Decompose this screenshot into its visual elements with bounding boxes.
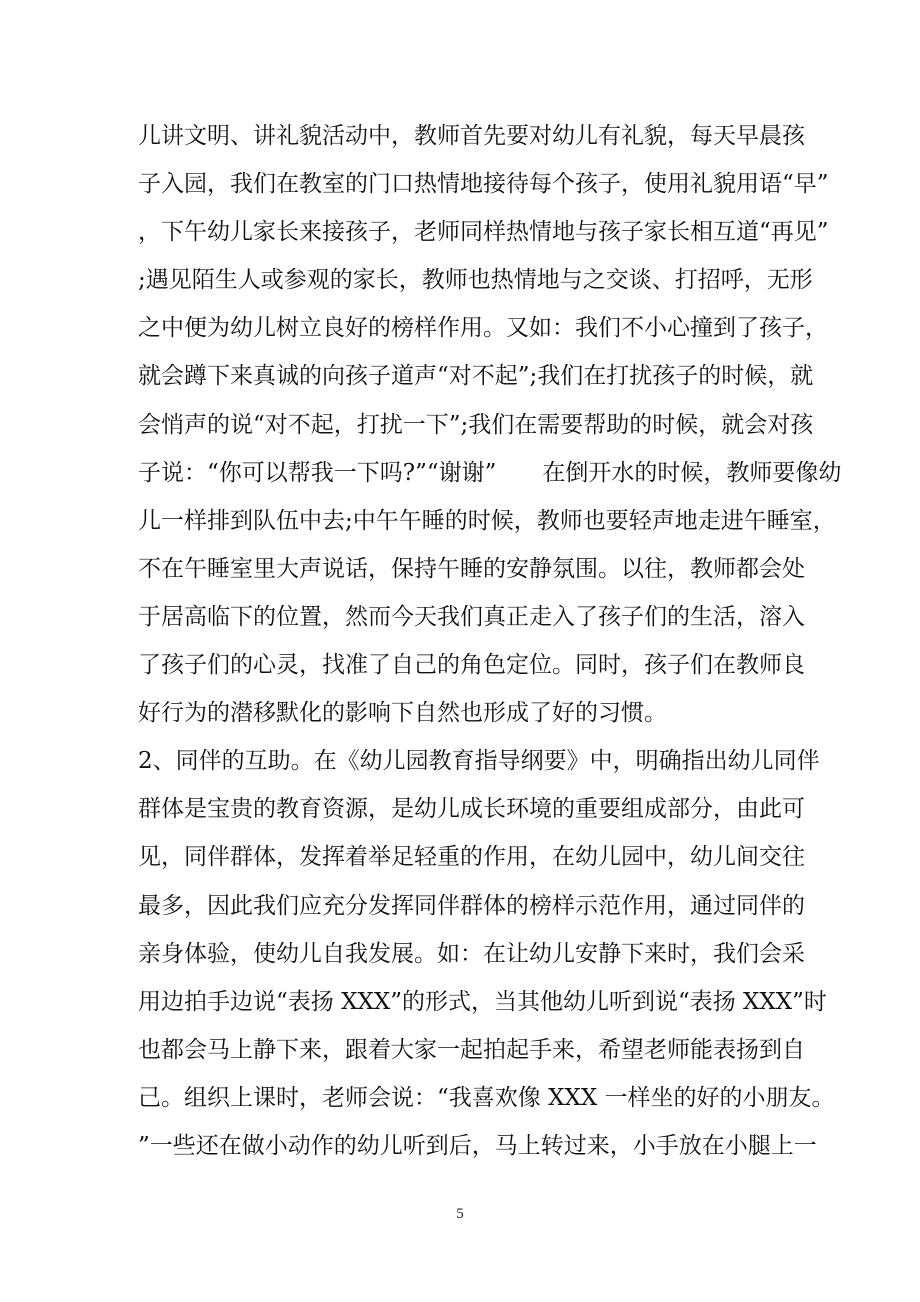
- page-number: 5: [456, 1206, 464, 1222]
- text-line: 用边拍手边说“表扬 XXX”的形式，当其他幼儿听到说“表扬 XXX”时: [138, 988, 827, 1015]
- text-line: 也都会马上静下来，跟着大家一起拍起手来，希望老师能表扬到自: [138, 1036, 805, 1063]
- text-line: ;遇见陌生人或参观的家长，教师也热情地与之交谈、打招呼，无形: [138, 267, 813, 294]
- body-text: [138, 112, 842, 1170]
- text-line: 好行为的潜移默化的影响下自然也形成了好的习惯。: [138, 700, 667, 727]
- text-line: 之中便为幼儿树立良好的榜样作用。又如：我们不小心撞到了孩子，: [138, 315, 828, 342]
- text-line: 亲身体验，使幼儿自我发展。如：在让幼儿安静下来时，我们会采: [138, 940, 805, 967]
- text-line: 就会蹲下来真诚的向孩子道声“对不起”;我们在打扰孩子的时候，就: [138, 363, 814, 390]
- text-line: 见，同伴群体，发挥着举足轻重的作用，在幼儿园中，幼儿间交往: [138, 844, 805, 871]
- text-line: 儿讲文明、讲礼貌活动中，教师首先要对幼儿有礼貌，每天早晨孩: [138, 123, 805, 149]
- text-line: ”一些还在做小动作的幼儿听到后，马上转过来，小手放在小腿上一: [138, 1132, 817, 1159]
- text-line: 子说：“你可以帮我一下吗?”“谢谢” 在倒开水的时候，教师要像幼: [138, 459, 842, 486]
- text-line: 群体是宝贵的教育资源，是幼儿成长环境的重要组成部分，由此可: [138, 796, 805, 823]
- text-line: 了孩子们的心灵，找准了自己的角色定位。同时，孩子们在教师良: [138, 652, 805, 679]
- text-line: ，下午幼儿家长来接孩子，老师同样热情地与孩子家长相互道“再见”: [138, 219, 829, 246]
- text-line: 子入园，我们在教室的门口热情地接待每个孩子，使用礼貌用语“早”: [138, 171, 829, 198]
- text-line: 最多，因此我们应充分发挥同伴群体的榜样示范作用，通过同伴的: [138, 892, 805, 919]
- text-line: 于居高临下的位置，然而今天我们真正走入了孩子们的生活，溶入: [138, 603, 805, 630]
- text-line: 会悄声的说“对不起，打扰一下”;我们在需要帮助的时候，就会对孩: [138, 411, 814, 438]
- text-line: 不在午睡室里大声说话，保持午睡的安静氛围。以往，教师都会处: [138, 555, 805, 582]
- text-line: 2、同伴的互助。在《幼儿园教育指导纲要》中，明确指出幼儿同伴: [138, 748, 820, 775]
- text-line: 己。组织上课时，老师会说：“我喜欢像 XXX 一样坐的好的小朋友。: [138, 1084, 835, 1111]
- text-line: 儿一样排到队伍中去;中午午睡的时候，教师也要轻声地走进午睡室，: [138, 507, 836, 534]
